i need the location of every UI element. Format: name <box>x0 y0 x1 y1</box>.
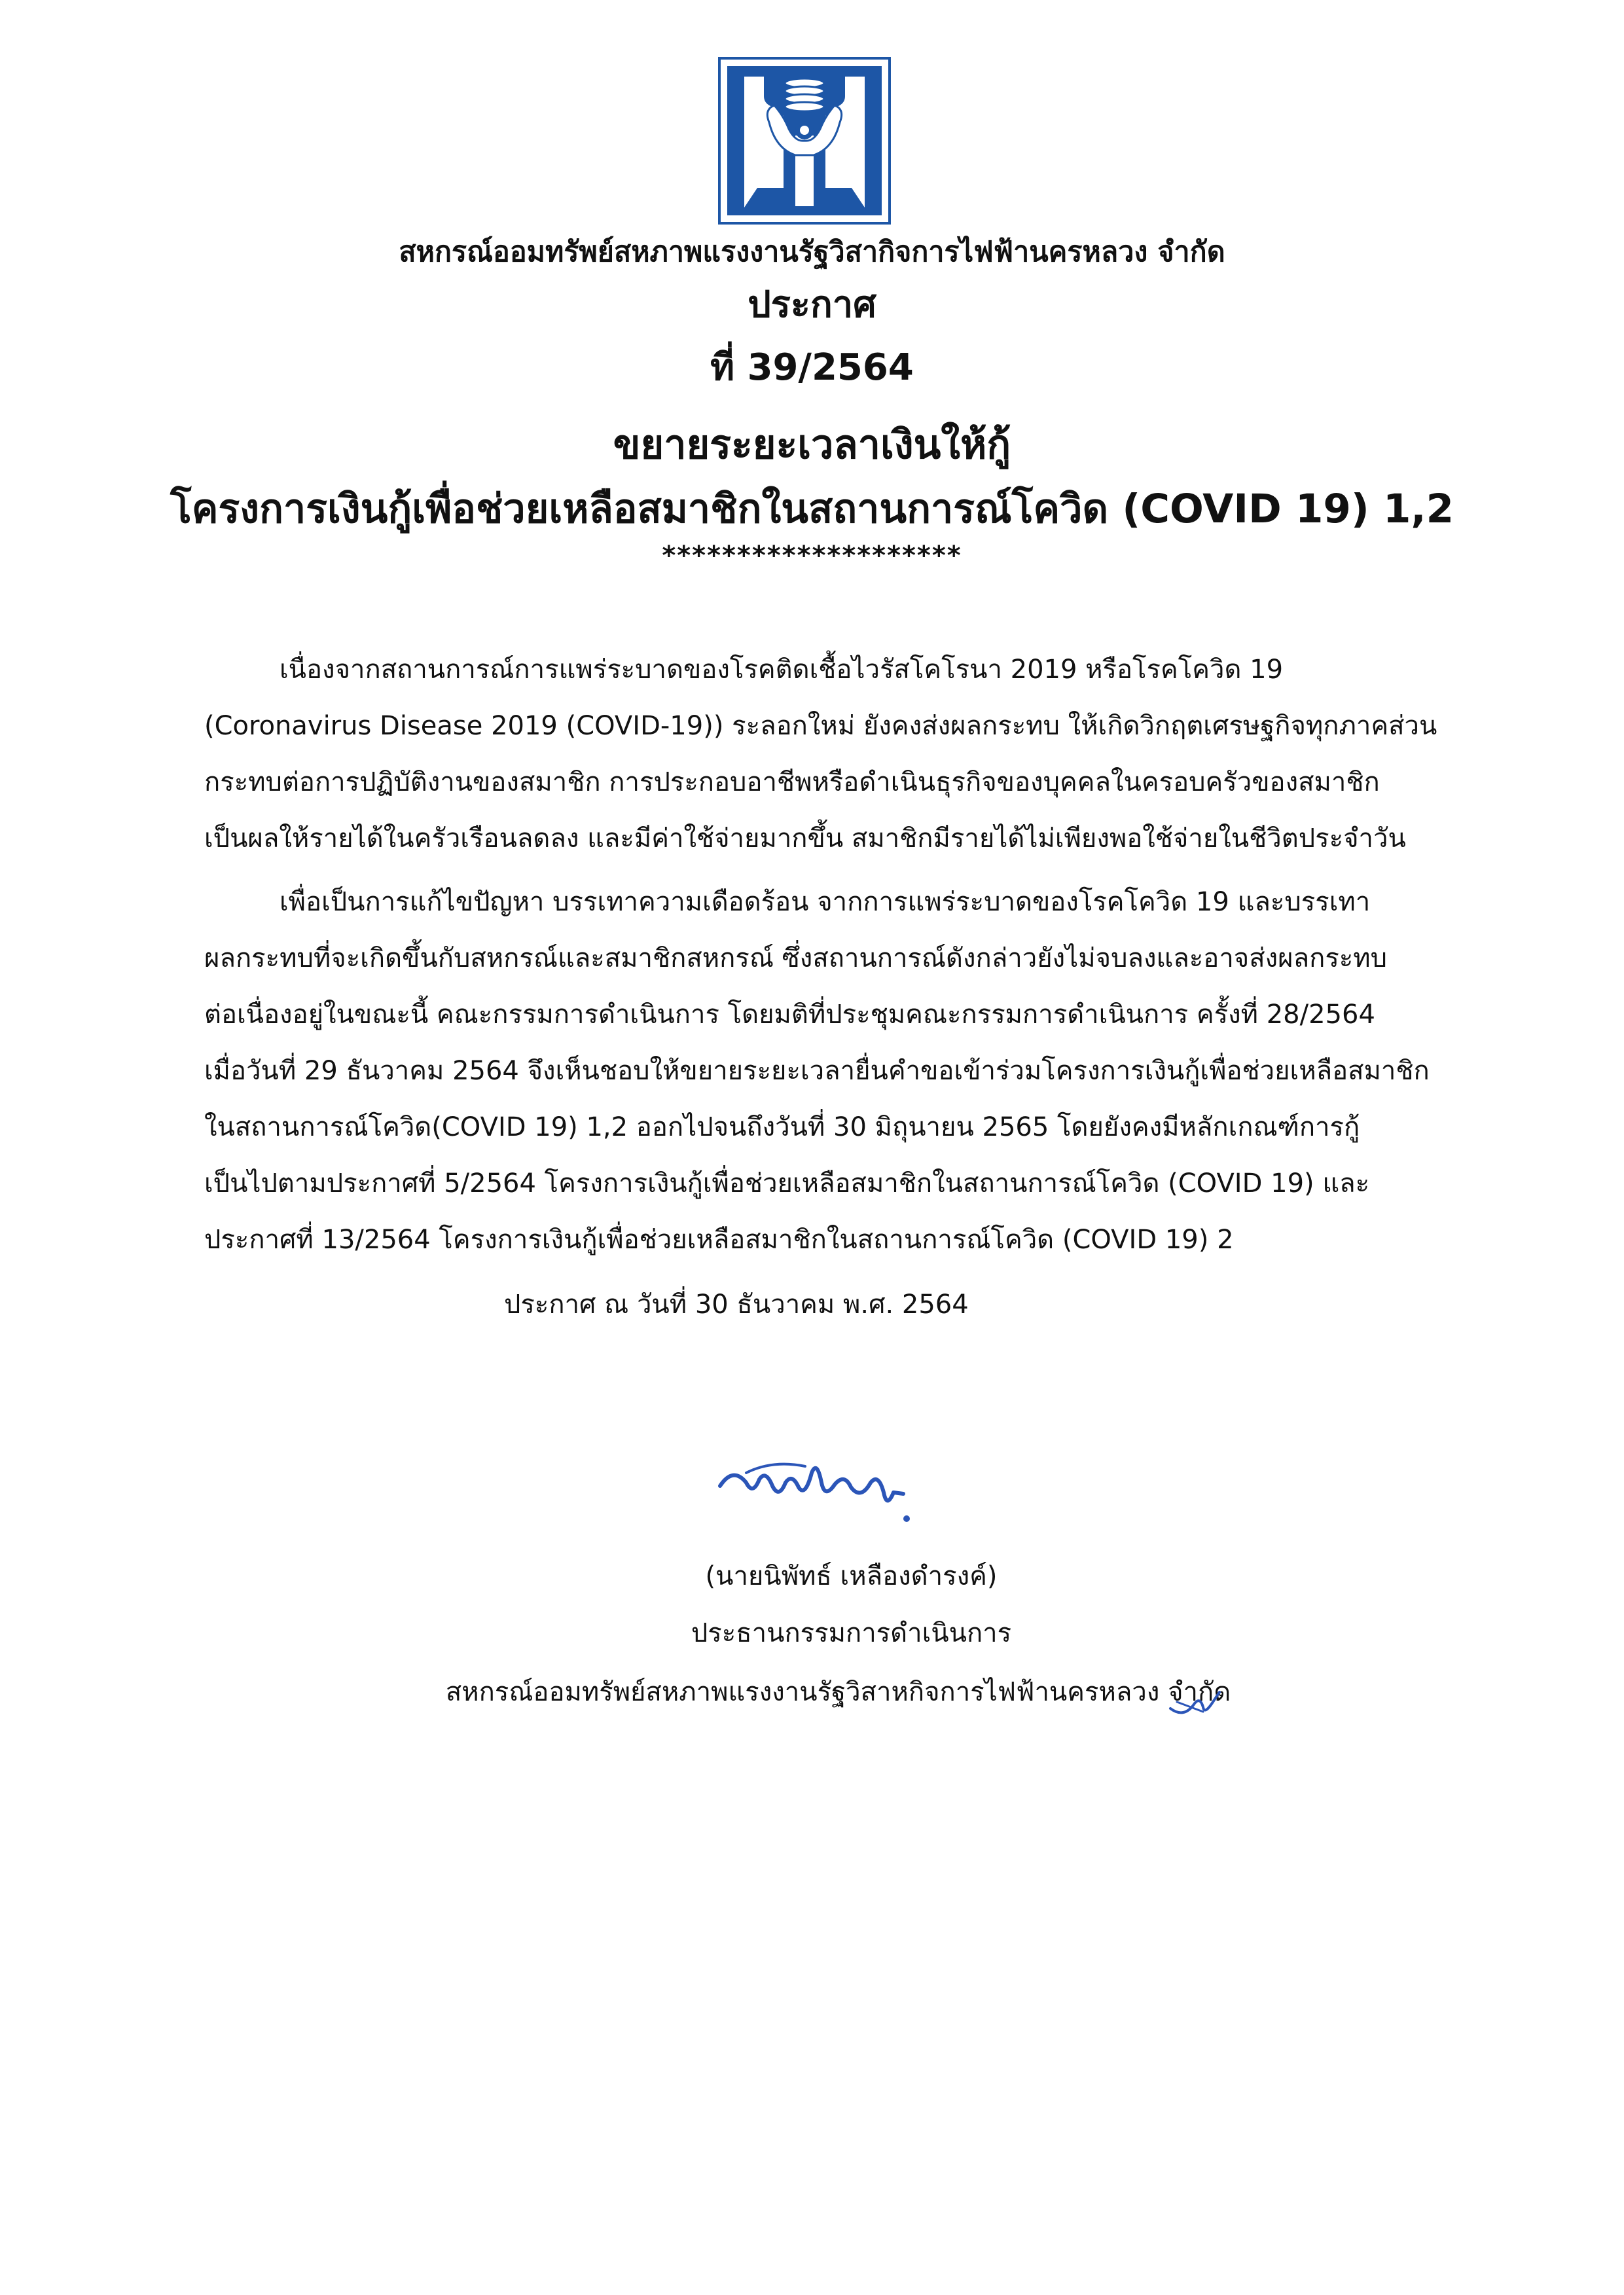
announcement-number: ที่ 39/2564 <box>710 346 914 389</box>
signatory-name: (นายนิพัทธ์ เหลืองดำรงค์) <box>705 1561 998 1591</box>
paragraph-line: ในสถานการณ์โควิด(COVID 19) 1,2 ออกไปจนถึงวันที่ 30 มิถุนายน 2565 โดยยังคงมีหลักเกณฑ์การกู้ <box>204 1112 1360 1142</box>
paragraph-1 <box>204 642 1448 867</box>
signature-icon <box>707 1447 923 1532</box>
paragraph-line: ต่อเนื่องอยู่ในขณะนี้ คณะกรรมการดำเนินการ โดยมติที่ประชุมคณะกรรมการดำเนินการ ครั้งที่ 28/2564 <box>204 1000 1375 1030</box>
paragraph-line: เนื่องจากสถานการณ์การแพร่ระบาดของโรคติดเชื้อไวรัสโคโรนา 2019 หรือโรคโควิด 19 <box>280 655 1284 685</box>
subject-line-2: โครงการเงินกู้เพื่อช่วยเหลือสมาชิกในสถานการณ์โควิด (COVID 19) 1,2 <box>170 486 1454 532</box>
paragraph-line: เป็นผลให้รายได้ในครัวเรือนลดลง และมีค่าใช้จ่ายมากขึ้น สมาชิกมีรายได้ไม่เพียงพอใช้จ่ายในชีวิตประจำวัน <box>204 823 1406 854</box>
paragraph-line: ผลกระทบที่จะเกิดขึ้นกับสหกรณ์และสมาชิกสหกรณ์ ซึ่งสถานการณ์ดังกล่าวยังไม่จบลงและอาจส่งผลกระทบ <box>204 943 1388 973</box>
paragraph-2 <box>204 874 1448 1268</box>
announcement-date: ประกาศ ณ วันที่ 30 ธันวาคม พ.ศ. 2564 <box>504 1290 969 1320</box>
paragraph-line: ประกาศที่ 13/2564 โครงการเงินกู้เพื่อช่วยเหลือสมาชิกในสถานการณ์โควิด (COVID 19) 2 <box>204 1225 1234 1255</box>
organization-header: สหกรณ์ออมทรัพย์สหภาพแรงงานรัฐวิสากิจการไฟฟ้านครหลวง จำกัด <box>399 236 1225 268</box>
paragraph-line: กระทบต่อการปฏิบัติงานของสมาชิก การประกอบอาชีพหรือดำเนินธุรกิจของบุคคลในครอบครัวของสมาชิก <box>204 767 1380 797</box>
paragraph-line: เมื่อวันที่ 29 ธันวาคม 2564 จึงเห็นชอบให้ขยายระยะเวลายื่นคำขอเข้าร่วมโครงการเงินกู้เพื่อช่วยเหลือสมาชิก <box>204 1056 1430 1086</box>
paragraph-line: เพื่อเป็นการแก้ไขปัญหา บรรเทาความเดือดร้อน จากการแพร่ระบาดของโรคโควิด 19 และบรรเทา <box>280 887 1371 917</box>
signatory-organization: สหกรณ์ออมทรัพย์สหภาพแรงงานรัฐวิสาหกิจการไฟฟ้านครหลวง จำกัด <box>445 1677 1231 1707</box>
initial-icon <box>1164 1682 1223 1722</box>
cooperative-logo-icon <box>718 57 891 225</box>
separator: ******************** <box>662 541 962 571</box>
paragraph-line: (Coronavirus Disease 2019 (COVID-19)) ระลอกใหม่ ยังคงส่งผลกระทบ ให้เกิดวิกฤตเศรษฐกิจทุกภาคส่วน <box>204 711 1437 741</box>
signatory-position: ประธานกรรมการดำเนินการ <box>691 1618 1012 1648</box>
subject-line-1: ขยายระยะเวลาเงินให้กู้ <box>613 422 1011 468</box>
paragraph-line: เป็นไปตามประกาศที่ 5/2564 โครงการเงินกู้เพื่อช่วยเหลือสมาชิกในสถานการณ์โควิด (COVID 19) และ <box>204 1168 1370 1199</box>
announcement-label: ประกาศ <box>748 283 876 326</box>
